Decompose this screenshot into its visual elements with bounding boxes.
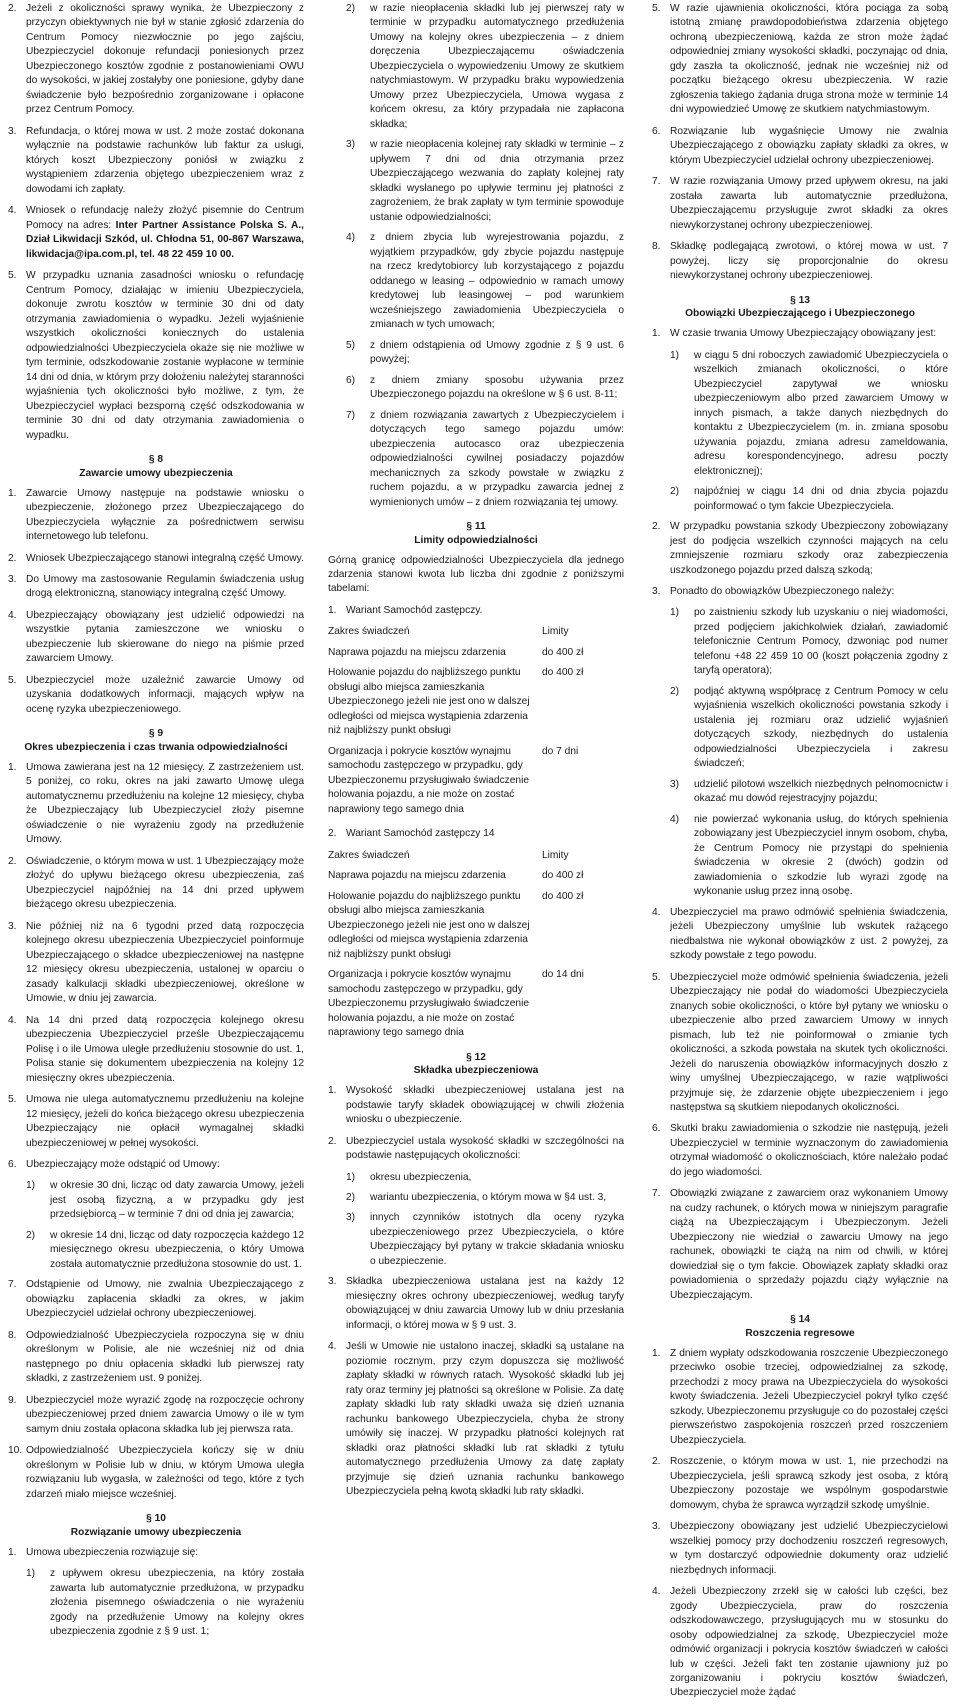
clause-12-2-3: 3) innych czynników istotnych dla oceny ryzyka ubezpieczeniowego przez Ubezpieczyciela, o które Ubezpieczający był pytany w trakcie składania wniosku o ubezpieczenie. <box>346 1212 624 1267</box>
clause-9-7: 7. Odstąpienie od Umowy, nie zwalnia Ubezpieczającego z obowiązku zapłacenia składki za okres, w jakim Ubezpieczyciel udzielał ochrony ubezpieczeniowej. <box>8 1279 304 1320</box>
clause-13-6: 6. Skutki braku zawiadomienia o szkodzie nie następują, jeżeli Ubezpieczyciel w terminie wyznaczonym do zawiadomienia otrzymał wiadomość o okolicznościach, które należało podać do jego wiadomości. <box>652 1123 948 1178</box>
clause-9-3: 3. Nie później niż na 6 tygodni przed datą rozpoczęcia kolejnego okresu ubezpieczenia Ubezpieczyciel poinformuje Ubezpieczającego o składce ubezpieczeniowej na następne 12 miesięcy okresu ubezpieczenia, ustalonej w oparciu o zasady kalkulacji składki ubezpieczeniowej, określone w Umowie, w dniu jej zawarcia. <box>8 920 304 1005</box>
table-row: Naprawa pojazdu na miejscu zdarzenia do 400 zł <box>328 646 584 658</box>
section-11-heading: § 11 Limity odpowiedzialności <box>414 520 538 546</box>
clause-12-5: 5. W razie ujawnienia okoliczności, która pociąga za sobą istotną zmianę prawdopodobieństwa zdarzenia objętego ochroną ubezpieczeniową, każda ze stron może żądać odpowiedniej zmiany wysokości składki, poczynając od dnia, gdy zaszła ta okoliczność, jednak nie wcześniej niż od początku bieżącego okresu ubezpieczenia. W razie zgłoszenia takiego żądania druga strona może w terminie 14 dni wypowiedzieć Umowę ze skutkiem natychmiastowym. <box>652 3 948 116</box>
limits-table-2 <box>328 849 624 1041</box>
clause-7-3: 3. Refundacja, o której mowa w ust. 2 może zostać dokonana wyłącznie na podstawie rachunków lub faktur za usługi, których koszt Ubezpieczony poniósł w związku z wystąpieniem zdarzenia objętego ubezpieczeniem wraz z dowodami ich zapłaty. <box>8 125 304 195</box>
clause-10-1-7: 7) z dniem rozwiązania zawartych z Ubezpieczycielem i dotyczących tego samego pojazdu umów: ubezpieczenia autocasco oraz ubezpieczenia odpowiedzialności cywilnej posiadaczy pojazdów mechanicznych za szkody powstałe w związku z ruchem pojazdu, a w przypadku zawarcia jednej z wymienionych umów – z dniem rozwiązania tej umowy. <box>346 409 624 508</box>
table-header-row: Zakres świadczeń Limity <box>328 626 569 638</box>
table-row: Holowanie pojazdu do najbliższego punktu obsługi albo miejsca zamieszkania Ubezpieczonego jeżeli nie jest ono w dalszej odległości od miejsca wystąpienia zdarzenia niż najbliższy punkt obsługi do 400 zł <box>328 890 584 960</box>
section-10-heading: § 10 Rozwiązanie umowy ubezpieczenia <box>70 1513 242 1538</box>
clause-13-7: 7. Obowiązki związane z zawarciem oraz wykonaniem Umowy na cudzy rachunek, o których mowa w niniejszym paragrafie ciążą na Ubezpieczającym i Ubezpieczonym. Jeżeli Ubezpieczony nie wiedział o zawarciu Umowy na jego rachunek, obowiązki te ciążą na nim od chwili, w której dowiedział się o tym fakcie. Obowiązek zapłaty składki oraz powiadomienia o sprzedaży pojazdu ciąży wyłącznie na Ubezpieczającym. <box>652 1188 948 1301</box>
clause-10-1-2: 2) w razie nieopłacenia składki lub jej pierwszej raty w terminie w przypadku automatycznego przedłużenia Umowy na kolejny okres ubezpieczenia – z dniem doręczenia Ubezpieczającemu oświadczenia Ubezpieczyciela o wypowiedzeniu Umowy ze skutkiem natychmiastowym. W przypadku braku wypowiedzenia Umowy przez Ubezpieczyciela, Umowa wygasa z końcem okresu, za który przypadała nie zapłacona składka; <box>346 3 624 130</box>
clause-12-8: 8. Składkę podlegającą zwrotowi, o której mowa w ust. 7 powyżej, liczy się proporcjonalnie do okresu niewykorzystanej ochrony ubezpieczeniowej. <box>652 241 948 282</box>
clause-12-2-2: 2) wariantu ubezpieczenia, o którym mowa w §4 ust. 3, <box>346 1192 607 1203</box>
clause-14-1: 1. Z dniem wypłaty odszkodowania roszczenie Ubezpieczonego przeciwko osobie trzeciej, odpowiedzialnej za szkodę, przechodzi z mocy prawa na Ubezpieczyciela do wysokości kwoty świadczenia. Jeżeli Ubezpieczyciel pokrył tylko część szkody, Ubezpieczonemu przysługuje co do pozostałej części pierwszeństwo zaspokojenia roszczeń przed roszczeniem Ubezpieczyciela. <box>652 1347 948 1446</box>
clause-8-3: 3. Do Umowy ma zastosowanie Regulamin świadczenia usług drogą elektroniczną, stanowiący integralną część Umowy. <box>8 574 304 600</box>
clause-10-1-4: 4) z dniem zbycia lub wyrejestrowania pojazdu, z wyjątkiem przypadków, gdy zbycie pojazdu następuje na rzecz kredytobiorcy lub korzystającego z pojazdu oddanego w leasing – odpowiednio w ramach umowy kredytowej lub leasingowej – pod warunkiem wcześniejszego zawiadomienia Ubezpieczyciela o zmianach w tych umowach; <box>346 232 624 331</box>
table-row: Organizacja i pokrycie kosztów wynajmu samochodu zastępczego w przypadku, gdy Ubezpieczonemu przysługiwało świadczenie holowania pojazdu, a nie może on zostać naprawiony tego samego dnia do 7 dni <box>328 745 579 815</box>
clause-13-3: 3. Ponadto do obowiązków Ubezpieczonego należy: <box>652 586 895 597</box>
clause-9-6-1: 1) w okresie 30 dni, licząc od daty zawarcia Umowy, jeżeli jest osobą fizyczną, a w przypadku gdy jest przedsiębiorcą – w terminie 7 dni od dnia jej zawarcia; <box>26 1180 304 1221</box>
clause-9-4: 4. Na 14 dni przed datą rozpoczęcia kolejnego okresu ubezpieczenia Ubezpieczyciel prześle Ubezpieczającemu Polisę i o ile Umowa uległe przedłużeniu stosownie do ust. 1, Polisa stanie się dokumentem ubezpieczenia na kolejny 12 miesięczny okres ubezpieczenia. <box>8 1014 304 1084</box>
clause-7-4: 4. Wniosek o refundację należy złożyć pisemnie do Centrum Pomocy na adres: Inter Partner Assistance Polska S. A., Dział Likwidacji Szkód, ul. Chłodna 51, 00-867 Warszawa, likwidacja@ipa.com.pl, tel. 48 22 459 10 00. <box>8 205 304 260</box>
table-row: Organizacja i pokrycie kosztów wynajmu samochodu zastępczego w przypadku, gdy Ubezpieczonemu przysługiwało świadczenie holowania pojazdu, a nie może on zostać naprawiony tego samego dnia do 14 dni <box>328 969 584 1039</box>
clause-14-3: 3. Ubezpieczony obowiązany jest udzielić Ubezpieczycielowi wszelkiej pomocy przy dochodzeniu roszczeń regresowych, w tym dostarczyć odpowiednie dokumenty oraz udzielić niezbędnych informacji. <box>652 1521 948 1576</box>
clause-13-3-1: 1) po zaistnieniu szkody lub uzyskaniu o niej wiadomości, przed podjęciem jakichkolwiek działań, zawiadomić telefonicznie Centrum Pomocy, dzwoniąc pod numer telefonu +48 22 459 10 00 (koszt połączenia zgodny z taryfą operatora); <box>670 607 948 677</box>
clause-14-2: 2. Roszczenie, o którym mowa w ust. 1, nie przechodzi na Ubezpieczyciela, jeśli sprawcą szkody jest osoba, z którą Ubezpieczony pozostaje we wspólnym gospodarstwie domowym, chyba że sprawca wyrządził szkodę umyślnie. <box>652 1456 948 1511</box>
clause-10-1-5: 5) z dniem odstąpienia od Umowy zgodnie z § 9 ust. 6 powyżej; <box>346 339 624 366</box>
table-row: Naprawa pojazdu na miejscu zdarzenia do 400 zł <box>328 870 584 882</box>
clause-12-2: 2. Ubezpieczyciel ustala wysokość składki w szczególności na podstawie następujących okoliczności: <box>328 1135 624 1162</box>
column-middle <box>328 2 624 1507</box>
clause-13-1-1: 1) w ciągu 5 dni roboczych zawiadomić Ubezpieczyciela o wszelkich zmianach okoliczności, o które Ubezpieczyciel zapytywał we wniosku ubezpieczeniowym albo przed zawarciem Umowy w innych pismach, a także danych niezbędnych do kontaktu z Ubezpieczycielem (m. in. zmiana sposobu używania pojazdu, zmiana adresu zameldowania, adresu korespondencyjnego, adresu poczty elektronicznej); <box>670 349 948 477</box>
section-13-heading: § 13 Obowiązki Ubezpieczającego i Ubezpieczonego <box>685 294 915 320</box>
clause-13-2: 2. W przypadku powstania szkody Ubezpieczony zobowiązany jest do podjęcia wszelkich czynności mających na celu zmniejszenie rozmiaru szkody oraz zabezpieczenia uszkodzonego pojazdu przed dalszą szkodą; <box>652 521 948 576</box>
section-12-heading: § 12 Składka ubezpieczeniowa <box>413 1051 539 1077</box>
limits-table-1 <box>328 625 624 817</box>
clause-9-1: 1. Umowa zawierana jest na 12 miesięcy. Z zastrzeżeniem ust. 5 poniżej, co roku, okres na jaki zawarto Umowę ulega automatycznemu przedłużeniu na kolejne 12 miesięcy, chyba że Ubezpieczający lub Ubezpieczyciel złoży pisemne oświadczenie o nie wyrażeniu zgody na przedłużenie Umowy. <box>8 761 304 846</box>
variant-1-label: 1. Wariant Samochód zastępczy. <box>328 604 483 616</box>
section-9-heading: § 9 Okres ubezpieczenia i czas trwania odpowiedzialności <box>24 728 288 754</box>
section-11-intro: Górną granicę odpowiedzialności Ubezpieczyciela dla jednego zdarzenia stanowi kwota lub liczba dni zgodnie z poniższymi tabelami: <box>328 554 624 595</box>
clause-13-3-2: 2) podjąć aktywną współpracę z Centrum Pomocy w celu wyjaśnienia wszelkich okoliczności powstania szkody i ustalenia jej rozmiaru oraz udzielić wyjaśnień dotyczących szkody, niezbędnych do ustalenia odpowiedzialności Ubezpieczyciela i zakresu świadczeń; <box>670 685 948 770</box>
clause-13-1-2: 2) najpóźniej w ciągu 14 dni od dnia zbycia pojazdu poinformować o tym fakcie Ubezpieczyciela. <box>670 486 948 512</box>
clause-9-10: 10. Odpowiedzialność Ubezpieczyciela kończy się w dniu określonym w Polisie lub w dniu, w którym Umowa uległa rozwiązaniu lub wygasła, w zależności od tego, które z tych zdarzeń miało miejsce wcześniej. <box>8 1445 304 1500</box>
clause-9-5: 5. Umowa nie ulega automatycznemu przedłużeniu na kolejne 12 miesięcy, jeżeli do końca bieżącego okresu ubezpieczenia Ubezpieczający nie opłacił wymagalnej składki ubezpieczeniowej w pełnej wysokości. <box>8 1094 304 1149</box>
clause-8-1: 1. Zawarcie Umowy następuje na podstawie wniosku o ubezpieczenie, złożonego przez Ubezpieczającego do Ubezpieczyciela wyłącznie za pośrednictwem serwisu internetowego lub telefonu. <box>8 487 304 543</box>
clause-12-3: 3. Składka ubezpieczeniowa ustalana jest na każdy 12 miesięczny okres ochrony ubezpieczeniowej, według taryfy obowiązującej w dniu zawarcia Umowy lub w dniu przesłania informacji, o której mowa w § 9 ust. 3. <box>328 1276 624 1331</box>
clause-12-2-1: 1) okresu ubezpieczenia, <box>346 1171 472 1183</box>
clause-13-3-3: 3) udzielić pilotowi wszelkich niezbędnych pełnomocnictw i okazać mu dowód rejestracyjny pojazdu; <box>670 778 948 805</box>
clause-9-8: 8. Odpowiedzialność Ubezpieczyciela rozpoczyna się w dniu określonym w Polisie, ale nie wcześniej niż od dnia następnego po dniu opłacenia składki lub pierwszej raty składki, z zastrzeżeniem ust. 9 poniżej. <box>8 1329 304 1385</box>
clause-9-2: 2. Oświadczenie, o którym mowa w ust. 1 Ubezpieczający może złożyć do upływu bieżącego okresu ubezpieczenia, zaś Ubezpieczyciel najpóźniej na 14 dni przed upływem bieżącego okresu ubezpieczenia. <box>8 855 304 911</box>
clause-10-1: 1. Umowa ubezpieczenia rozwiązuje się: <box>8 1546 199 1558</box>
clause-12-1: 1. Wysokość składki ubezpieczeniowej ustalana jest na podstawie taryfy składek obowiązującej w chwili złożenia wniosku o ubezpieczenie. <box>328 1085 624 1126</box>
clause-13-1: 1. W czasie trwania Umowy Ubezpieczający obowiązany jest: <box>652 328 937 340</box>
clause-8-4: 4. Ubezpieczający obowiązany jest udzielić odpowiedzi na wszystkie pytania zamieszczone we wniosku o ubezpieczenie lub skierowane do niego na piśmie przed zawarciem Umowy. <box>8 609 304 665</box>
clause-13-4: 4. Ubezpieczyciel ma prawo odmówić spełnienia świadczenia, jeżeli Ubezpieczony umyślnie lub wskutek rażącego niedbalstwa nie wykonał obowiązków z ust. 2 powyżej, za szkody powstałe z tego powodu. <box>652 906 948 962</box>
table-row: Holowanie pojazdu do najbliższego punktu obsługi albo miejsca zamieszkania Ubezpieczonego jeżeli nie jest ono w dalszej odległości od miejsca wystąpienia zdarzenia niż najbliższy punkt obsługi do 400 zł <box>328 667 584 737</box>
clause-13-5: 5. Ubezpieczyciel może odmówić spełnienia świadczenia, jeżeli Ubezpieczający nie podał do wiadomości Ubezpieczyciela znanych sobie okoliczności, o które był pytany we wniosku o ubezpieczenie albo przed zawarciem Umowy w innych pismach, lub też nie poinformował o zmianie tych okoliczności, a szkoda powstała na skutek tych okoliczności. Jeżeli do naruszenia obowiązków informacyjnych doszło z winy umyślnej Ubezpieczającego, w razie wątpliwości przyjmuje się, że zdarzenie objęte ubezpieczeniem i jego następstwa są skutkiem niepodanych okoliczności. <box>652 971 948 1113</box>
variant-2-label: 2. Wariant Samochód zastępczy 14 <box>328 828 495 840</box>
clause-10-1-1: 1) z upływem okresu ubezpieczenia, na który została zawarta lub automatycznie przedłużona, w przypadku złożenia pisemnego oświadczenia o nie wyrażeniu zgody na przedłużenie Umowy na kolejny okres ubezpieczenia zgodnie z § 9 ust. 1; <box>26 1568 304 1638</box>
clause-9-6: 6. Ubezpieczający może odstąpić od Umowy: <box>8 1159 220 1170</box>
clause-8-2: 2. Wniosek Ubezpieczającego stanowi integralną część Umowy. <box>8 552 304 564</box>
clause-12-7: 7. W razie rozwiązania Umowy przed upływem okresu, na jaki została zawarta lub automatycznie przedłużona, Ubezpieczającemu przysługuje zwrot składki za okres niewykorzystanej ochrony ubezpieczeniowej. <box>652 176 948 231</box>
clause-8-5: 5. Ubezpieczyciel może uzależnić zawarcie Umowy od uzyskania dodatkowych informacji, mających wpływ na ocenę ryzyka ubezpieczeniowego. <box>8 674 304 715</box>
clause-7-2: 2. Jeżeli z okoliczności sprawy wynika, że Ubezpieczony z przyczyn obiektywnych nie był w stanie zgłosić zdarzenia do Centrum Pomocy niezwłocznie po jego zajściu, Ubezpieczyciel dokonuje refundacji poniesionych przez Ubezpieczonego kosztów zgodnie z postanowieniami OWU do wysokości, w jakiej zostałyby one poniesione, gdyby dane świadczenie było bezpośrednio zorganizowane i opłacone przez Centrum Pomocy. <box>8 3 304 116</box>
claims-address: Inter Partner Assistance Polska S. A., Dział Likwidacji Szkód, ul. Chłodna 51, 00-867 Warszawa, likwidacja@ipa.com.pl, tel. 48 22 459 10 00. <box>26 219 304 260</box>
clause-14-4: 4. Jeżeli Ubezpieczony zrzekł się w całości lub części, bez zgody Ubezpieczyciela, praw do roszczenia odszkodowawczego, przysługujących mu w stosunku do osoby odpowiedzialnej za szkodę, Ubezpieczyciel może odmówić organizacji i pokrycia kosztów świadczeń w całości lub w części. Jeżeli fakt ten zostanie ujawniony już po zorganizowaniu i pokryciu kosztów świadczeń, Ubezpieczyciel może żądać <box>652 1586 948 1699</box>
clause-12-4: 4. Jeśli w Umowie nie ustalono inaczej, składki są ustalane na poziomie rocznym, przy czym dopuszcza się możliwość zapłaty składki w równych ratach. Wysokość składki lub jej raty oraz terminy jej płatności są określone w Polisie. Za datę zapłaty składki lub raty składki uważa się dzień uznania rachunku bankowego Ubezpieczyciela, chyba że strony umówiły się inaczej. W przypadku płatności kolejnych rat składki oraz płatności składki lub rat składki z tytułu automatycznego przedłużenia Umowy za datę zapłaty przyjmuje się dzień uznania rachunku bankowego Ubezpieczyciela pełną kwotą składki lub raty składki. <box>328 1341 624 1498</box>
column-left <box>8 2 304 1646</box>
clause-7-5: 5. W przypadku uznania zasadności wniosku o refundację Centrum Pomocy, działając w imieniu Ubezpieczyciela, dokonuje zwrotu kosztów w terminie 30 dni od daty otrzymania zawiadomienia o wypadku. Jeżeli wyjaśnienie wszystkich okoliczności koniecznych do ustalenia odpowiedzialności Ubezpieczyciela okaże się nie możliwe w tym terminie, odszkodowanie zostanie wypłacone w terminie 14 dni od dnia, w którym przy dołożeniu należytej staranności wyjaśnienia tych okoliczności było możliwe, z tym, że Ubezpieczyciel wypłaci bezsporną część odszkodowania w terminie 30 dni od daty otrzymania zawiadomienia o wypadku. <box>8 270 304 441</box>
section-14-heading: § 14 Roszczenia regresowe <box>745 1314 855 1340</box>
clause-10-1-6: 6) z dniem zmiany sposobu używania przez Ubezpieczonego pojazdu na określone w § 6 ust. 8-11; <box>346 374 624 401</box>
clause-9-6-2: 2) w okresie 14 dni, licząc od daty rozpoczęcia każdego 12 miesięcznego okresu ubezpieczenia, o który Umowa została automatycznie przedłużona stosownie do ust. 1. <box>26 1229 304 1270</box>
table-header-row: Zakres świadczeń Limity <box>328 849 569 861</box>
column-right <box>652 2 948 1708</box>
clause-9-9: 9. Ubezpieczyciel może wyrazić zgodę na rozpoczęcie ochrony ubezpieczeniowej przed dniem zawarcia Umowy o ile w tym samym dniu została opłacona składka lub jej pierwsza rata. <box>8 1394 304 1435</box>
clause-10-1-3: 3) w razie nieopłacenia kolejnej raty składki w terminie – z upływem 7 dni od dnia otrzymania przez Ubezpieczającego wezwania do zapłaty kolejnej raty składki wysłanego po upływie terminu jej płatności z zagrożeniem, że brak zapłaty w tym terminie spowoduje ustanie odpowiedzialności; <box>346 139 624 223</box>
clause-13-3-4: 4) nie powierzać wykonania usług, do których spełnienia zobowiązany jest Ubezpieczyciel innym osobom, chyba, że Centrum Pomocy nie przystąpi do spełnienia świadczenia w okresie 2 (dwóch) godzin od zawiadomienia o szkodzie lub wyrazi zgodę na wykonanie usług przez inną osobę. <box>670 813 948 898</box>
section-8-heading: § 8 Zawarcie umowy ubezpieczenia <box>79 454 233 479</box>
clause-12-6: 6. Rozwiązanie lub wygaśnięcie Umowy nie zwalnia Ubezpieczającego z obowiązku zapłaty składki za okres, w którym Ubezpieczyciel udzielał ochrony ubezpieczeniowej. <box>652 125 948 166</box>
